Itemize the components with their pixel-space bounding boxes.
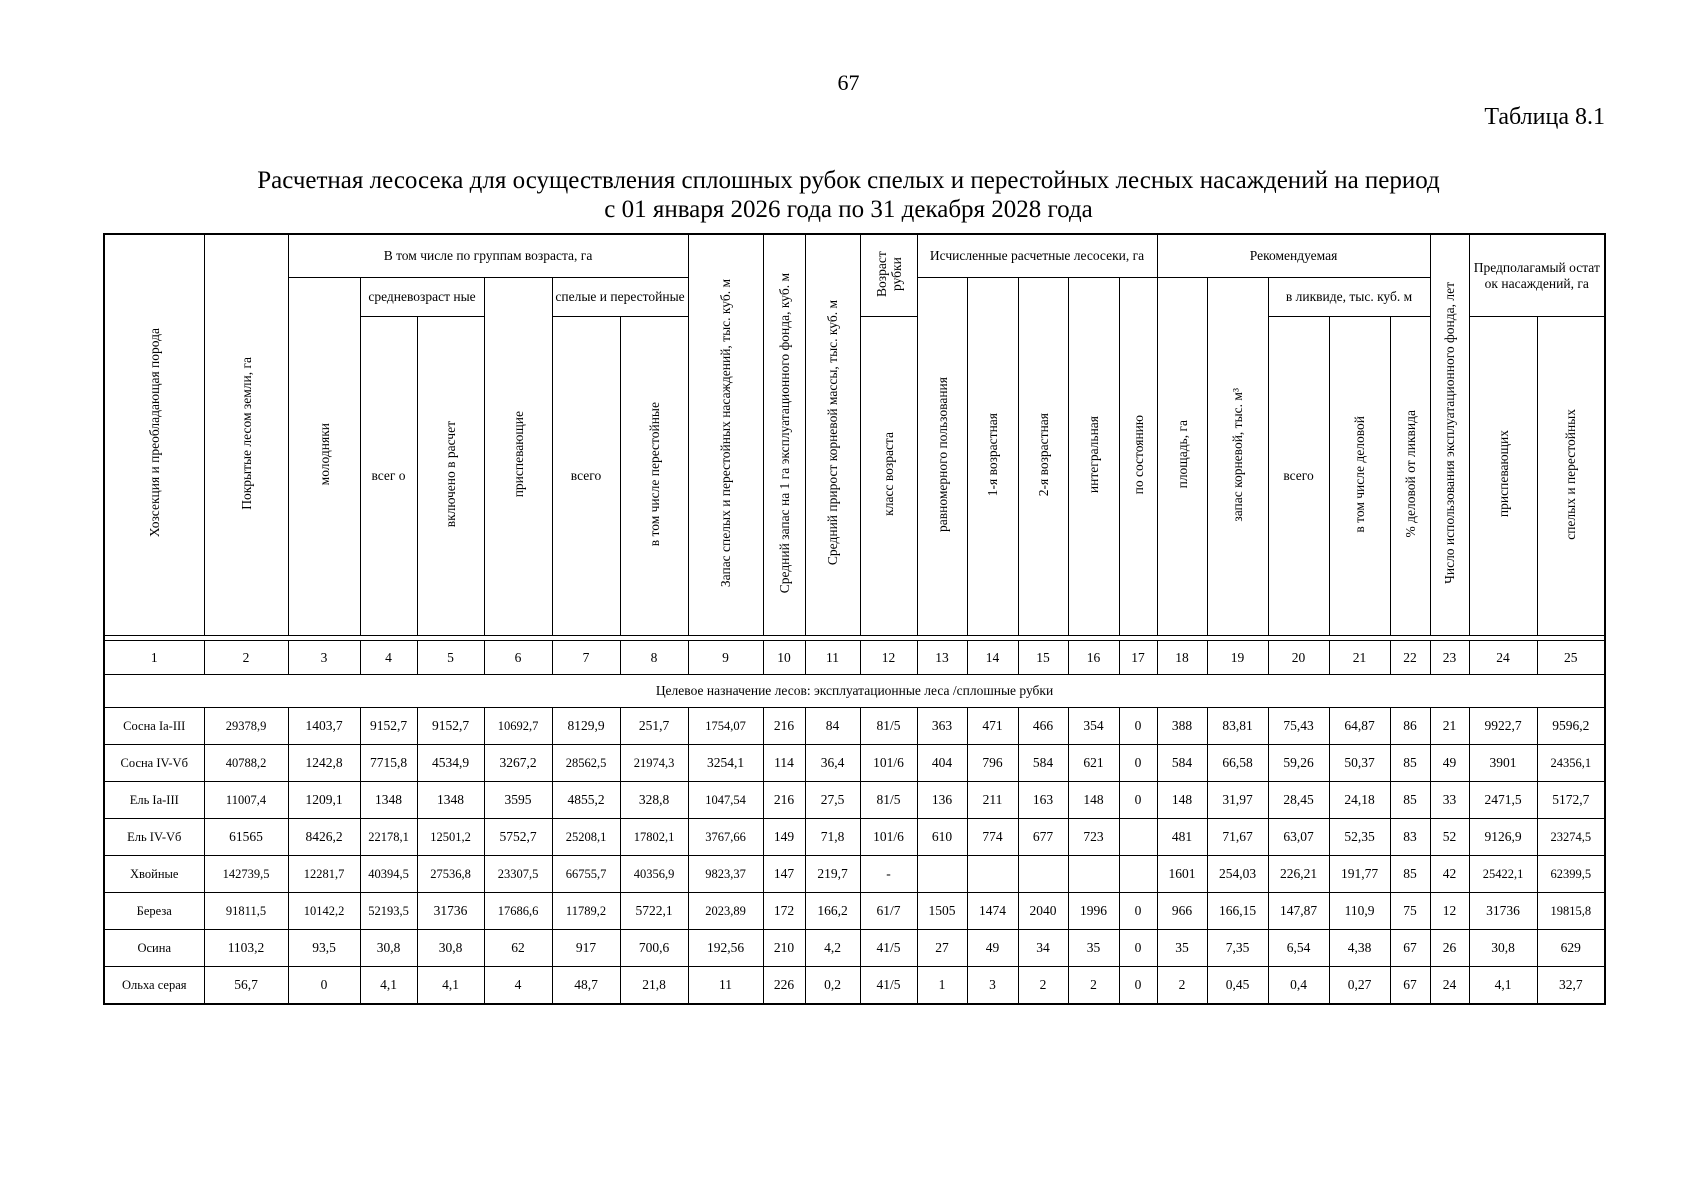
column-number-cell: 5 [417, 641, 484, 675]
table-cell: 30,8 [417, 930, 484, 967]
column-number-row [104, 641, 1605, 675]
table-cell: 7715,8 [360, 745, 417, 782]
column-number-cell: 7 [552, 641, 620, 675]
table-cell: 1242,8 [288, 745, 360, 782]
column-number-cell: 18 [1157, 641, 1207, 675]
table-cell: 35 [1068, 930, 1119, 967]
header-col-5: включено в расчет [417, 317, 484, 636]
table-cell [967, 856, 1018, 893]
title-line-2: с 01 января 2026 года по 31 декабря 2028 года [604, 196, 1093, 223]
column-number-cell: 23 [1430, 641, 1469, 675]
table-cell: 30,8 [360, 930, 417, 967]
section-row [104, 675, 1605, 708]
table-cell: 166,2 [805, 893, 860, 930]
table-cell: 8129,9 [552, 708, 620, 745]
table-cell: 9922,7 [1469, 708, 1537, 745]
header-col-2: Покрытые лесом земли, га [204, 234, 288, 636]
table-cell: 9823,37 [688, 856, 763, 893]
column-number-cell: 17 [1119, 641, 1157, 675]
table-cell: 5172,7 [1537, 782, 1605, 819]
table-cell: 35 [1157, 930, 1207, 967]
table-cell: 1047,54 [688, 782, 763, 819]
table-cell: 966 [1157, 893, 1207, 930]
header-col-8: в том числе перестойные [620, 317, 688, 636]
table-cell: 1996 [1068, 893, 1119, 930]
table-cell: 71,8 [805, 819, 860, 856]
table-cell: 27,5 [805, 782, 860, 819]
table-cell: 621 [1068, 745, 1119, 782]
table-cell: 1403,7 [288, 708, 360, 745]
table-cell: 83,81 [1207, 708, 1268, 745]
table-cell: 9126,9 [1469, 819, 1537, 856]
header-col-6: приспевающие [484, 278, 552, 636]
table-cell: 192,56 [688, 930, 763, 967]
row-label-cell: Хвойные [104, 856, 204, 893]
table-cell: 81/5 [860, 708, 917, 745]
table-cell: 28562,5 [552, 745, 620, 782]
header-remaining: Предполагамый остаток насаждений, га [1469, 234, 1605, 317]
table-cell: 471 [967, 708, 1018, 745]
table-cell: 723 [1068, 819, 1119, 856]
header-col-10: Средний запас на 1 га эксплуатационного фонда, куб. м [763, 234, 805, 636]
table-cell: 0 [1119, 708, 1157, 745]
table-cell: 0,45 [1207, 967, 1268, 1005]
table-cell: 610 [917, 819, 967, 856]
table-cell: 25208,1 [552, 819, 620, 856]
header-liquid: в ликвиде, тыс. куб. м [1268, 278, 1430, 317]
column-number-cell: 22 [1390, 641, 1430, 675]
header-col-7: всего [552, 317, 620, 636]
table-cell: 4,1 [1469, 967, 1537, 1005]
table-row [104, 930, 1605, 967]
row-label-cell: Сосна Ia-III [104, 708, 204, 745]
table-cell: 172 [763, 893, 805, 930]
table-cell: 677 [1018, 819, 1068, 856]
table-cell: 40394,5 [360, 856, 417, 893]
header-calculated: Исчисленные расчетные лесосеки, га [917, 234, 1157, 278]
data-rows [104, 708, 1605, 1005]
table-cell: 4,1 [360, 967, 417, 1005]
table-cell: 2 [1018, 967, 1068, 1005]
table-cell: 11 [688, 967, 763, 1005]
table-cell: 917 [552, 930, 620, 967]
table-cell: 148 [1157, 782, 1207, 819]
header-col-16: интегральная [1068, 278, 1119, 636]
table-cell: 700,6 [620, 930, 688, 967]
table-cell: 110,9 [1329, 893, 1390, 930]
table-cell: 28,45 [1268, 782, 1329, 819]
column-number-cell: 19 [1207, 641, 1268, 675]
table-cell: 1505 [917, 893, 967, 930]
table-cell: 29378,9 [204, 708, 288, 745]
table-cell: 1754,07 [688, 708, 763, 745]
table-cell: 1103,2 [204, 930, 288, 967]
header-age-groups: В том числе по группам возраста, га [288, 234, 688, 278]
header-mature: спелые и перестойные [552, 278, 688, 317]
header-col-3: молодняки [288, 278, 360, 636]
table-cell: 52 [1430, 819, 1469, 856]
table-cell [1119, 819, 1157, 856]
header-col-20: всего [1268, 317, 1329, 636]
table-cell: 64,87 [1329, 708, 1390, 745]
table-cell: 56,7 [204, 967, 288, 1005]
header-col-21: в том числе деловой [1329, 317, 1390, 636]
table-cell: 0 [288, 967, 360, 1005]
table-cell: 4,1 [417, 967, 484, 1005]
table-cell [917, 856, 967, 893]
lumber-quota-table-wrapper [103, 233, 1600, 1005]
table-cell [1018, 856, 1068, 893]
table-cell: 41/5 [860, 930, 917, 967]
table-cell: 62 [484, 930, 552, 967]
header-cutting-age: Возраст рубки [860, 234, 917, 317]
table-cell: 12281,7 [288, 856, 360, 893]
table-cell: 85 [1390, 856, 1430, 893]
table-cell: 67 [1390, 930, 1430, 967]
header-col-17: по состоянию [1119, 278, 1157, 636]
table-cell: 41/5 [860, 967, 917, 1005]
table-cell: 24356,1 [1537, 745, 1605, 782]
table-cell: 0 [1119, 745, 1157, 782]
table-cell: 163 [1018, 782, 1068, 819]
column-number-cell: 14 [967, 641, 1018, 675]
table-cell: 1348 [360, 782, 417, 819]
header-col-23: Число использования эксплуатационного фонда, лет [1430, 234, 1469, 636]
table-cell: 0 [1119, 782, 1157, 819]
column-number-cell: 11 [805, 641, 860, 675]
table-cell: 67 [1390, 967, 1430, 1005]
table-cell: 3595 [484, 782, 552, 819]
header-recommended: Рекомендуемая [1157, 234, 1430, 278]
table-cell: 142739,5 [204, 856, 288, 893]
table-cell: 2471,5 [1469, 782, 1537, 819]
table-cell: 61565 [204, 819, 288, 856]
table-cell: 584 [1157, 745, 1207, 782]
table-cell: 3254,1 [688, 745, 763, 782]
table-cell: 9152,7 [360, 708, 417, 745]
table-cell: 211 [967, 782, 1018, 819]
table-cell: 25422,1 [1469, 856, 1537, 893]
header-col-13: равномерного пользования [917, 278, 967, 636]
section-title: Целевое назначение лесов: эксплуатационные леса /сплошные рубки [104, 675, 1605, 708]
table-cell: 404 [917, 745, 967, 782]
table-cell: 210 [763, 930, 805, 967]
table-cell: 9152,7 [417, 708, 484, 745]
table-cell: 6,54 [1268, 930, 1329, 967]
table-cell: 24,18 [1329, 782, 1390, 819]
table-cell: 23307,5 [484, 856, 552, 893]
table-cell: 23274,5 [1537, 819, 1605, 856]
table-cell: 101/6 [860, 819, 917, 856]
table-cell: 166,15 [1207, 893, 1268, 930]
table-cell: 3901 [1469, 745, 1537, 782]
table-cell: 27 [917, 930, 967, 967]
table-cell: 251,7 [620, 708, 688, 745]
table-cell: 2 [1068, 967, 1119, 1005]
table-cell: 27536,8 [417, 856, 484, 893]
table-cell: 61/7 [860, 893, 917, 930]
column-number-cell: 20 [1268, 641, 1329, 675]
table-cell: 388 [1157, 708, 1207, 745]
table-row [104, 967, 1605, 1005]
table-row [104, 819, 1605, 856]
table-cell: 147,87 [1268, 893, 1329, 930]
table-cell: 52,35 [1329, 819, 1390, 856]
table-cell: 3 [967, 967, 1018, 1005]
header-col-22: % деловой от ликвида [1390, 317, 1430, 636]
table-cell: 49 [1430, 745, 1469, 782]
table-cell: 629 [1537, 930, 1605, 967]
table-cell: 254,03 [1207, 856, 1268, 893]
table-cell: 0,4 [1268, 967, 1329, 1005]
column-number-cell: 2 [204, 641, 288, 675]
table-cell: 7,35 [1207, 930, 1268, 967]
column-number-cell: 6 [484, 641, 552, 675]
header-col-24: приспевающих [1469, 317, 1537, 636]
column-number-cell: 24 [1469, 641, 1537, 675]
table-cell: 63,07 [1268, 819, 1329, 856]
table-cell: 21 [1430, 708, 1469, 745]
table-cell: 85 [1390, 745, 1430, 782]
table-cell: 1209,1 [288, 782, 360, 819]
table-cell: 584 [1018, 745, 1068, 782]
header-col-4: всег о [360, 317, 417, 636]
table-cell: 226 [763, 967, 805, 1005]
table-cell: 11789,2 [552, 893, 620, 930]
table-cell: 12 [1430, 893, 1469, 930]
table-label: Таблица 8.1 [1484, 104, 1605, 130]
table-cell: 101/6 [860, 745, 917, 782]
table-cell: 226,21 [1268, 856, 1329, 893]
table-cell: 91811,5 [204, 893, 288, 930]
header-col-25: спелых и перестойных [1537, 317, 1605, 636]
table-cell: 49 [967, 930, 1018, 967]
table-cell: 19815,8 [1537, 893, 1605, 930]
table-cell: 4855,2 [552, 782, 620, 819]
column-number-cell: 16 [1068, 641, 1119, 675]
table-cell: 83 [1390, 819, 1430, 856]
table-cell: 34 [1018, 930, 1068, 967]
table-cell: 30,8 [1469, 930, 1537, 967]
table-cell: 481 [1157, 819, 1207, 856]
title-line-1: Расчетная лесосека для осуществления сплошных рубок спелых и перестойных лесных насаждений на период [257, 167, 1440, 194]
row-label-cell: Ольха серая [104, 967, 204, 1005]
table-cell: 10692,7 [484, 708, 552, 745]
table-cell: 147 [763, 856, 805, 893]
table-cell: 59,26 [1268, 745, 1329, 782]
column-number-cell: 12 [860, 641, 917, 675]
table-cell: 52193,5 [360, 893, 417, 930]
column-number-cell: 1 [104, 641, 204, 675]
section-header [104, 675, 1605, 708]
table-cell: 148 [1068, 782, 1119, 819]
table-row [104, 856, 1605, 893]
row-label-cell: Береза [104, 893, 204, 930]
table-cell [1068, 856, 1119, 893]
header-col-1: Хозсекция и преобладающая порода [104, 234, 204, 636]
table-cell: 66755,7 [552, 856, 620, 893]
row-label-cell: Ель IV-Vб [104, 819, 204, 856]
table-cell: 75,43 [1268, 708, 1329, 745]
table-cell: 0,2 [805, 967, 860, 1005]
header-middle-aged: средневозраст ные [360, 278, 484, 317]
table-cell: 0 [1119, 930, 1157, 967]
column-number-cell: 21 [1329, 641, 1390, 675]
table-cell: 17686,6 [484, 893, 552, 930]
table-cell: 136 [917, 782, 967, 819]
column-number-cell: 9 [688, 641, 763, 675]
table-cell: 796 [967, 745, 1018, 782]
header-row-1 [104, 234, 1605, 278]
table-cell: 2040 [1018, 893, 1068, 930]
table-cell: 466 [1018, 708, 1068, 745]
header-col-11: Средний прирост корневой массы, тыс. куб. м [805, 234, 860, 636]
table-cell: 62399,5 [1537, 856, 1605, 893]
header-col-19: запас корневой, тыс. м³ [1207, 278, 1268, 636]
table-cell: 12501,2 [417, 819, 484, 856]
table-cell: 66,58 [1207, 745, 1268, 782]
table-cell: 8426,2 [288, 819, 360, 856]
row-label-cell: Сосна IV-Vб [104, 745, 204, 782]
table-cell: 36,4 [805, 745, 860, 782]
header-col-14: 1-я возрастная [967, 278, 1018, 636]
table-cell: 9596,2 [1537, 708, 1605, 745]
header-col-9: Запас спелых и перестойных насаждений, тыс. куб. м [688, 234, 763, 636]
header-col-12: класс возраста [860, 317, 917, 636]
table-cell: 191,77 [1329, 856, 1390, 893]
table-cell: 774 [967, 819, 1018, 856]
table-cell: 219,7 [805, 856, 860, 893]
table-cell: 40356,9 [620, 856, 688, 893]
table-cell: 93,5 [288, 930, 360, 967]
table-cell [1119, 856, 1157, 893]
table-cell: 22178,1 [360, 819, 417, 856]
header-col-15: 2-я возрастная [1018, 278, 1068, 636]
column-number-cell: 4 [360, 641, 417, 675]
lumber-quota-table [103, 233, 1606, 1005]
header-col-18: площадь, га [1157, 278, 1207, 636]
table-row [104, 782, 1605, 819]
table-cell: 71,67 [1207, 819, 1268, 856]
table-cell: 50,37 [1329, 745, 1390, 782]
table-cell: 86 [1390, 708, 1430, 745]
column-number-cell: 15 [1018, 641, 1068, 675]
table-cell: 33 [1430, 782, 1469, 819]
table-cell: 26 [1430, 930, 1469, 967]
table-cell: 42 [1430, 856, 1469, 893]
table-cell: 24 [1430, 967, 1469, 1005]
table-cell: 17802,1 [620, 819, 688, 856]
page-number: 67 [837, 70, 860, 95]
table-cell: 0 [1119, 967, 1157, 1005]
table-cell: 328,8 [620, 782, 688, 819]
table-cell: 0,27 [1329, 967, 1390, 1005]
table-cell: 5752,7 [484, 819, 552, 856]
table-cell: 48,7 [552, 967, 620, 1005]
table-cell: 21974,3 [620, 745, 688, 782]
table-cell: 31736 [417, 893, 484, 930]
table-cell: 5722,1 [620, 893, 688, 930]
table-cell: 85 [1390, 782, 1430, 819]
table-cell: 2023,89 [688, 893, 763, 930]
column-number-cell: 10 [763, 641, 805, 675]
table-row [104, 893, 1605, 930]
table-cell: 31,97 [1207, 782, 1268, 819]
table-cell: 4 [484, 967, 552, 1005]
table-cell: 3767,66 [688, 819, 763, 856]
column-numbers [104, 641, 1605, 675]
table-cell: 4,38 [1329, 930, 1390, 967]
row-label-cell: Осина [104, 930, 204, 967]
table-cell: 84 [805, 708, 860, 745]
table-cell: 31736 [1469, 893, 1537, 930]
table-cell: 4,2 [805, 930, 860, 967]
table-cell: 1601 [1157, 856, 1207, 893]
table-cell: 0 [1119, 893, 1157, 930]
table-cell: 216 [763, 782, 805, 819]
table-cell: 3267,2 [484, 745, 552, 782]
table-cell: 363 [917, 708, 967, 745]
table-cell: 32,7 [1537, 967, 1605, 1005]
table-cell: 75 [1390, 893, 1430, 930]
table-cell: 114 [763, 745, 805, 782]
table-cell: 11007,4 [204, 782, 288, 819]
table-row [104, 745, 1605, 782]
table-cell: 81/5 [860, 782, 917, 819]
table-title [100, 166, 1597, 224]
column-number-cell: 25 [1537, 641, 1605, 675]
table-cell: 354 [1068, 708, 1119, 745]
table-cell: 10142,2 [288, 893, 360, 930]
table-cell: 216 [763, 708, 805, 745]
table-row [104, 708, 1605, 745]
table-cell: 1474 [967, 893, 1018, 930]
table-cell: 21,8 [620, 967, 688, 1005]
table-cell: 1 [917, 967, 967, 1005]
column-number-cell: 13 [917, 641, 967, 675]
table-cell: - [860, 856, 917, 893]
table-cell: 4534,9 [417, 745, 484, 782]
row-label-cell: Ель Ia-III [104, 782, 204, 819]
table-cell: 2 [1157, 967, 1207, 1005]
column-number-cell: 3 [288, 641, 360, 675]
table-cell: 149 [763, 819, 805, 856]
table-cell: 1348 [417, 782, 484, 819]
table-cell: 40788,2 [204, 745, 288, 782]
column-number-cell: 8 [620, 641, 688, 675]
